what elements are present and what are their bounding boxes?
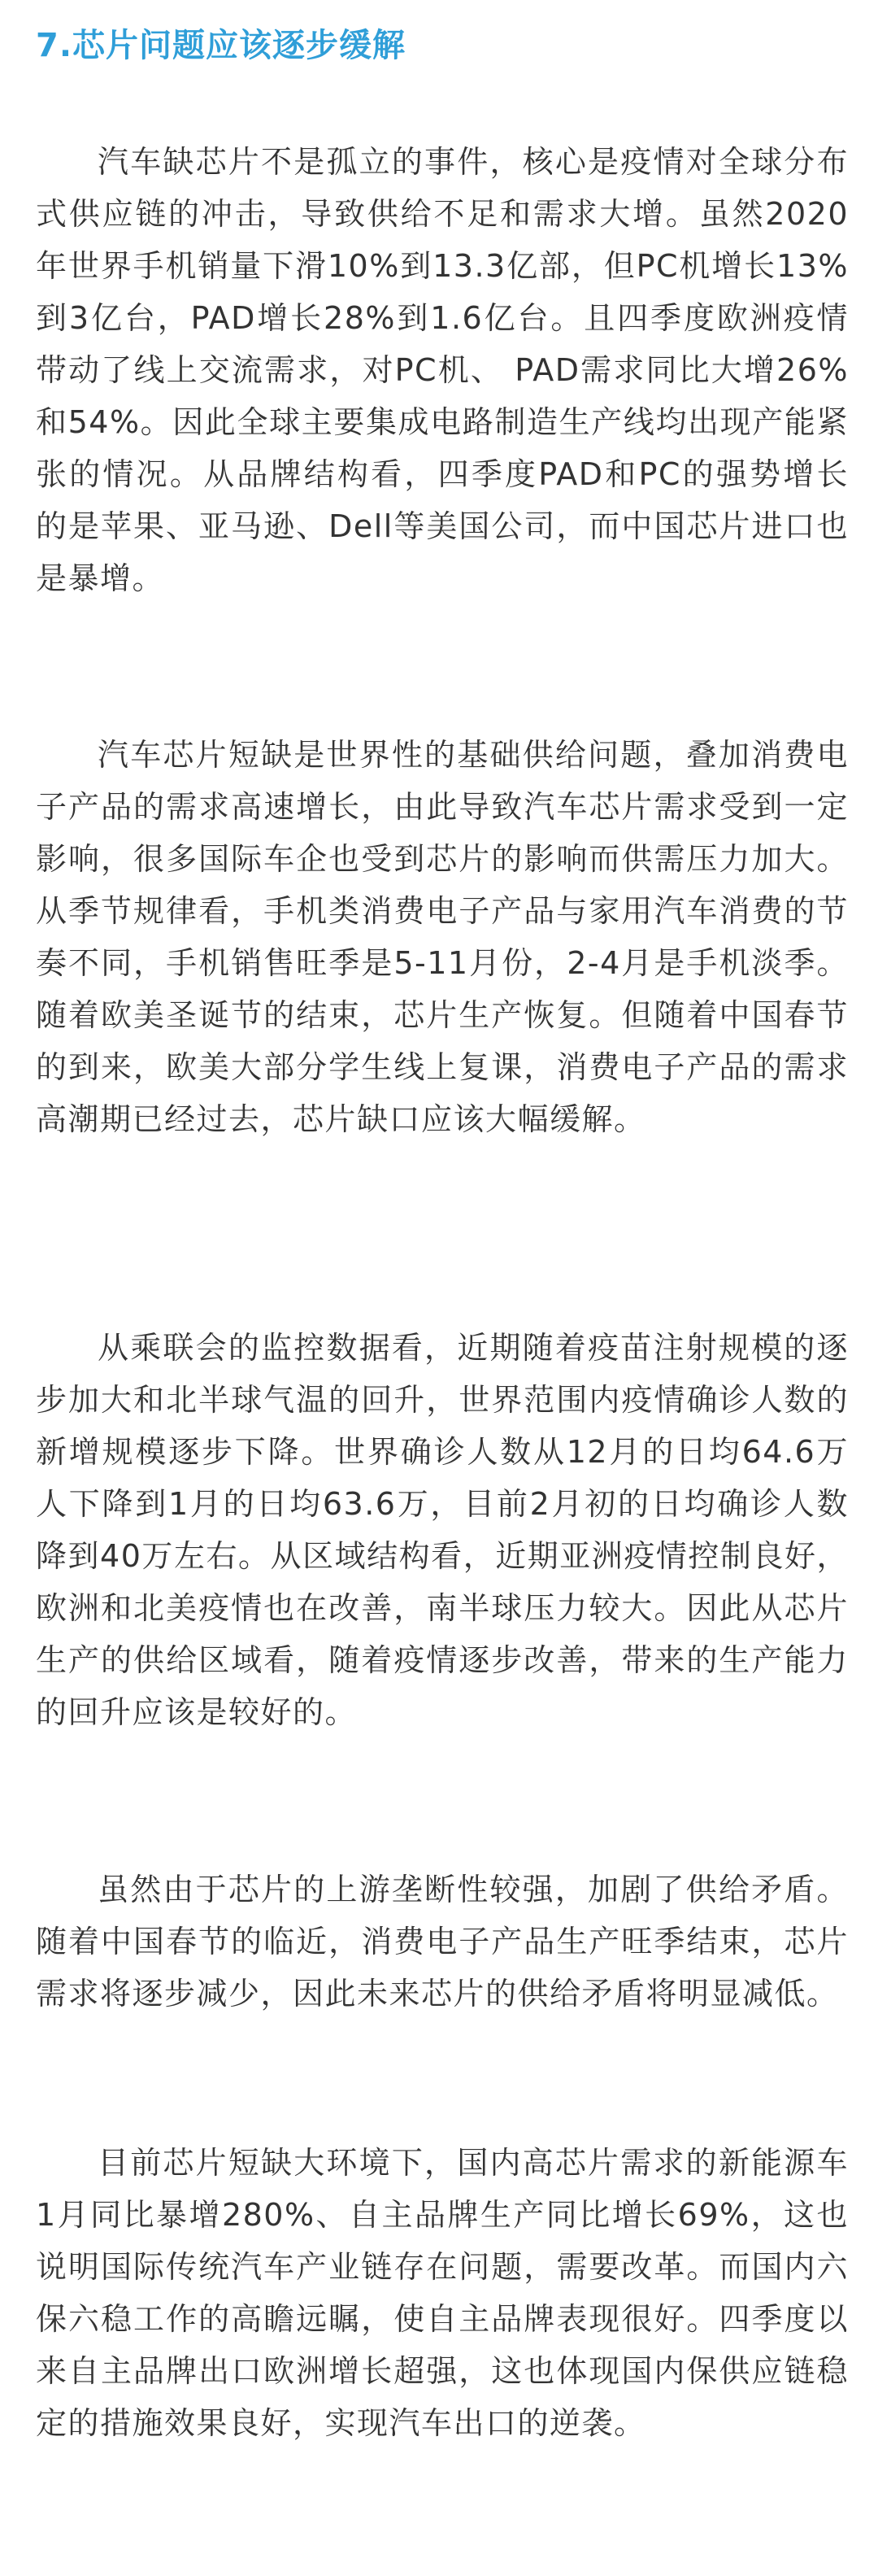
paragraph-5: 目前芯片短缺大环境下，国内高芯片需求的新能源车1月同比暴增280%、自主品牌生产同比增长69%，这也说明国际传统汽车产业链存在问题，需要改革。而国内六保六稳工作的高瞻远瞩，使自主品牌表现很好。四季度以来自主品牌出口欧洲增长超强，这也体现国内保供应链稳定的措施效果良好，实现汽车出口的逆袭。 (36, 2145, 849, 2441)
paragraph-1: 汽车缺芯片不是孤立的事件，核心是疫情对全球分布式供应链的冲击，导致供给不足和需求大增。虽然2020年世界手机销量下滑10%到13.3亿部，但PC机增长13%到3亿台，PAD增长28%到1.6亿台。且四季度欧洲疫情带动了线上交流需求，对PC机、 PAD需求同比大增26%和54%。因此全球主要集成电路制造生产线均出现产能紧张的情况。从品牌结构看，四季度PAD和PC的强势增长的是苹果、亚马逊、Dell等美国公司，而中国芯片进口也是暴增。 (36, 144, 849, 596)
paragraph-2: 汽车芯片短缺是世界性的基础供给问题，叠加消费电子产品的需求高速增长，由此导致汽车芯片需求受到一定影响，很多国际车企也受到芯片的影响而供需压力加大。从季节规律看，手机类消费电子产品与家用汽车消费的节奏不同，手机销售旺季是5-11月份，2-4月是手机淡季。随着欧美圣诞节的结束，芯片生产恢复。但随着中国春节的到来，欧美大部分学生线上复课，消费电子产品的需求高潮期已经过去，芯片缺口应该大幅缓解。 (36, 737, 849, 1137)
section-title: 7.芯片问题应该逐步缓解 (36, 27, 406, 64)
paragraph-4: 虽然由于芯片的上游垄断性较强，加剧了供给矛盾。随着中国春节的临近，消费电子产品生产旺季结束，芯片需求将逐步减少，因此未来芯片的供给矛盾将明显减低。 (36, 1872, 849, 2012)
paragraph-3: 从乘联会的监控数据看，近期随着疫苗注射规模的逐步加大和北半球气温的回升，世界范围内疫情确诊人数的新增规模逐步下降。世界确诊人数从12月的日均64.6万人下降到1月的日均63.6万，目前2月初的日均确诊人数降到40万左右。从区域结构看，近期亚洲疫情控制良好，欧洲和北美疫情也在改善，南半球压力较大。因此从芯片生产的供给区域看，随着疫情逐步改善，带来的生产能力的回升应该是较好的。 (36, 1330, 849, 1730)
